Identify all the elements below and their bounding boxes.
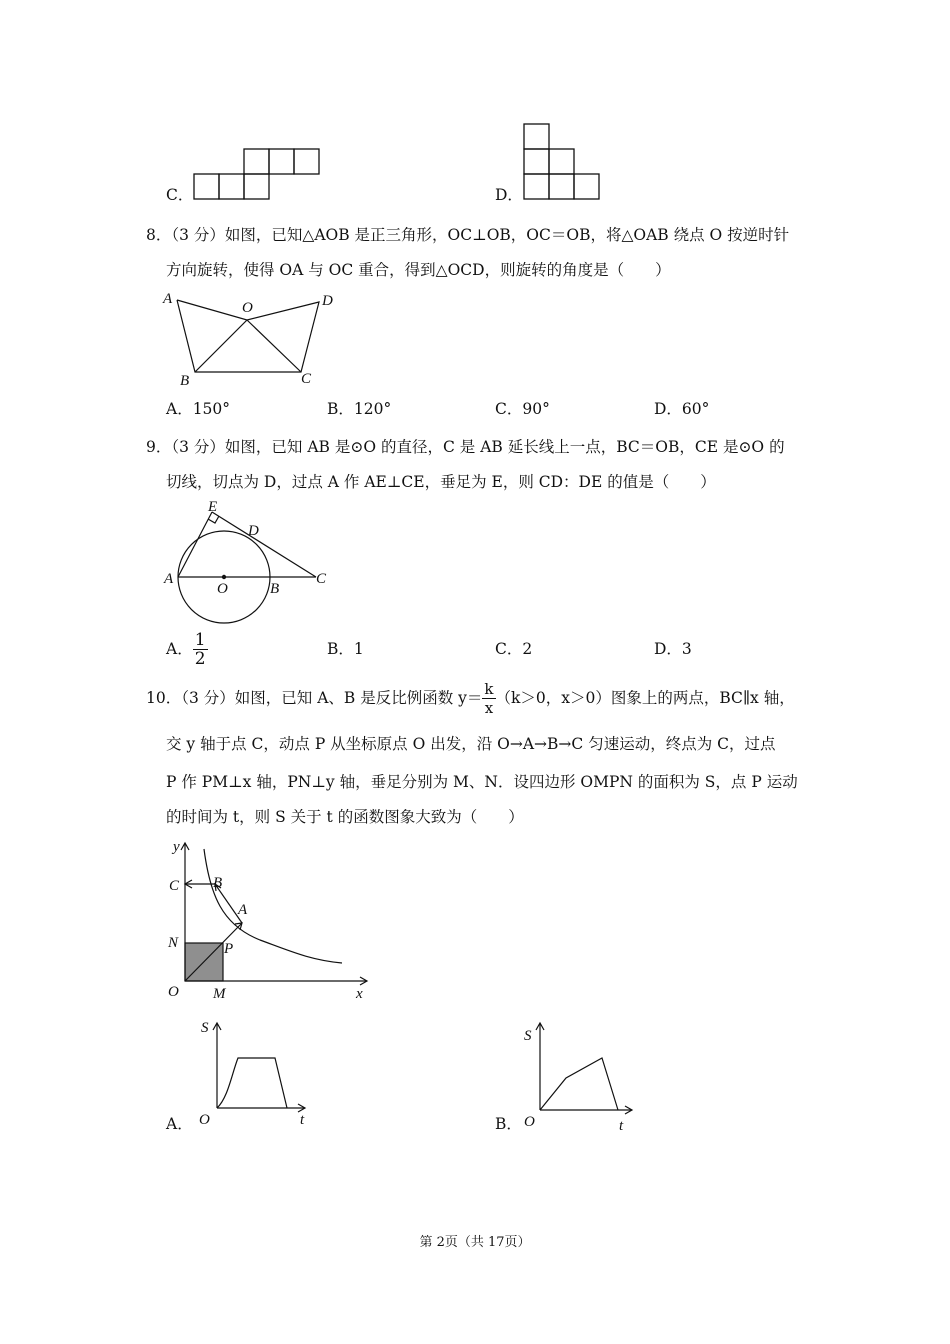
q9-label-d: D [248,523,259,539]
q8-option-b: B．120° [327,400,392,418]
q8-option-c: C．90° [495,400,550,418]
q8-stem-line1: 如图，已知△AOB 是正三角形，OC⊥OB，OC＝OB，将△OAB 绕点 O 按逆时针 [224,226,790,244]
q8-option-a: A．150° [166,400,231,418]
q10-b-label-t: t [619,1118,624,1134]
q10-stem-line1-b: （k＞0，x＞0）图象上的两点，BC∥x 轴， [495,688,795,707]
q10-a-label-s: S [201,1020,209,1036]
q10-stem-line2: 交 y 轴于点 C，动点 P 从坐标原点 O 出发，沿 O→A→B→C 匀速运动，终点为 C，过点 [166,735,776,753]
q9-option-a-fraction [193,631,208,668]
q9-option-d: D．3 [654,640,692,658]
q9-number: 9． [146,438,172,456]
q8-label-b: B [180,373,190,389]
q10-stem-line1-a: 如图，已知 A、B 是反比例函数 y＝ [234,688,483,707]
q10-label-p: P [224,941,234,957]
q9-option-a-denominator: 2 [194,649,206,669]
q9-option-a [166,631,208,668]
q10-option-b-graph [520,1018,650,1133]
q10-number: 10． [146,688,182,707]
q8-label-c: C [301,371,312,387]
q8-label-o: O [242,300,253,316]
q10-stem-line3: P 作 PM⊥x 轴，PN⊥y 轴，垂足分别为 M、N．设四边形 OMPN 的面积为 S，点 P 运动 [166,773,798,791]
q9-label-a: A [164,571,174,587]
q10-label-x: x [356,986,363,1002]
q8-line1 [146,228,789,244]
q10-a-label-o: O [199,1112,210,1128]
q7-option-c-net [190,146,325,202]
q9-label-c: C [316,571,327,587]
q10-a-label-t: t [300,1112,305,1128]
page-footer: 第 2页（共 17页） [419,1235,531,1250]
q10-stem-line4: 的时间为 t，则 S 关于 t 的函数图象大致为（ ） [166,808,524,826]
q9-stem-line1: 如图，已知 AB 是⊙O 的直径，C 是 AB 延长线上一点，BC＝OB，CE 是⊙O 的 [224,438,785,456]
q8-stem-line2: 方向旋转，使得 OA 与 OC 重合，得到△OCD，则旋转的角度是（ ） [166,261,671,279]
q7-option-c-label: C． [166,186,194,204]
q9-option-c: C．2 [495,640,533,658]
q9-label-e: E [208,499,218,515]
q9-label-b: B [270,581,280,597]
q10-figure [160,835,375,1015]
q10-fraction [482,680,495,717]
q10-b-label-s: S [524,1028,532,1044]
q9-line1 [146,440,785,456]
q8-option-d: D．60° [654,400,710,418]
q8-label-d: D [322,293,333,309]
q10-label-n: N [168,935,179,951]
q9-option-a-prefix: A． [166,639,193,658]
q9-figure [160,498,340,628]
q8-score: （3 分） [171,226,225,244]
q10-label-o: O [168,984,179,1000]
q10-option-b-label: B． [495,1115,522,1133]
q10-label-c: C [169,878,180,894]
q10-line1 [146,680,795,717]
q10-fraction-numerator: k [484,680,494,698]
q10-option-a-label: A． [166,1115,193,1133]
q10-b-label-o: O [524,1114,535,1130]
q8-figure [160,290,350,390]
q10-label-m: M [213,986,226,1002]
q8-label-a: A [163,291,173,307]
q10-option-a-graph [190,1018,320,1133]
q10-label-y: y [173,839,180,855]
q9-option-b: B．1 [327,640,364,658]
q9-label-o: O [217,581,228,597]
q9-stem-line2: 切线，切点为 D，过点 A 作 AE⊥CE，垂足为 E，则 CD：DE 的值是（ ） [166,473,716,491]
q10-fraction-denominator: x [484,699,494,717]
q10-label-a: A [238,902,248,918]
q9-option-a-numerator: 1 [194,630,206,650]
q9-score: （3 分） [171,438,225,456]
q10-score: （3 分） [181,688,235,707]
q8-number: 8． [146,226,172,244]
q7-option-d-net [520,120,606,204]
q10-label-b: B [213,875,223,891]
q7-option-d-label: D． [495,186,523,204]
q9-center-point [222,575,226,579]
